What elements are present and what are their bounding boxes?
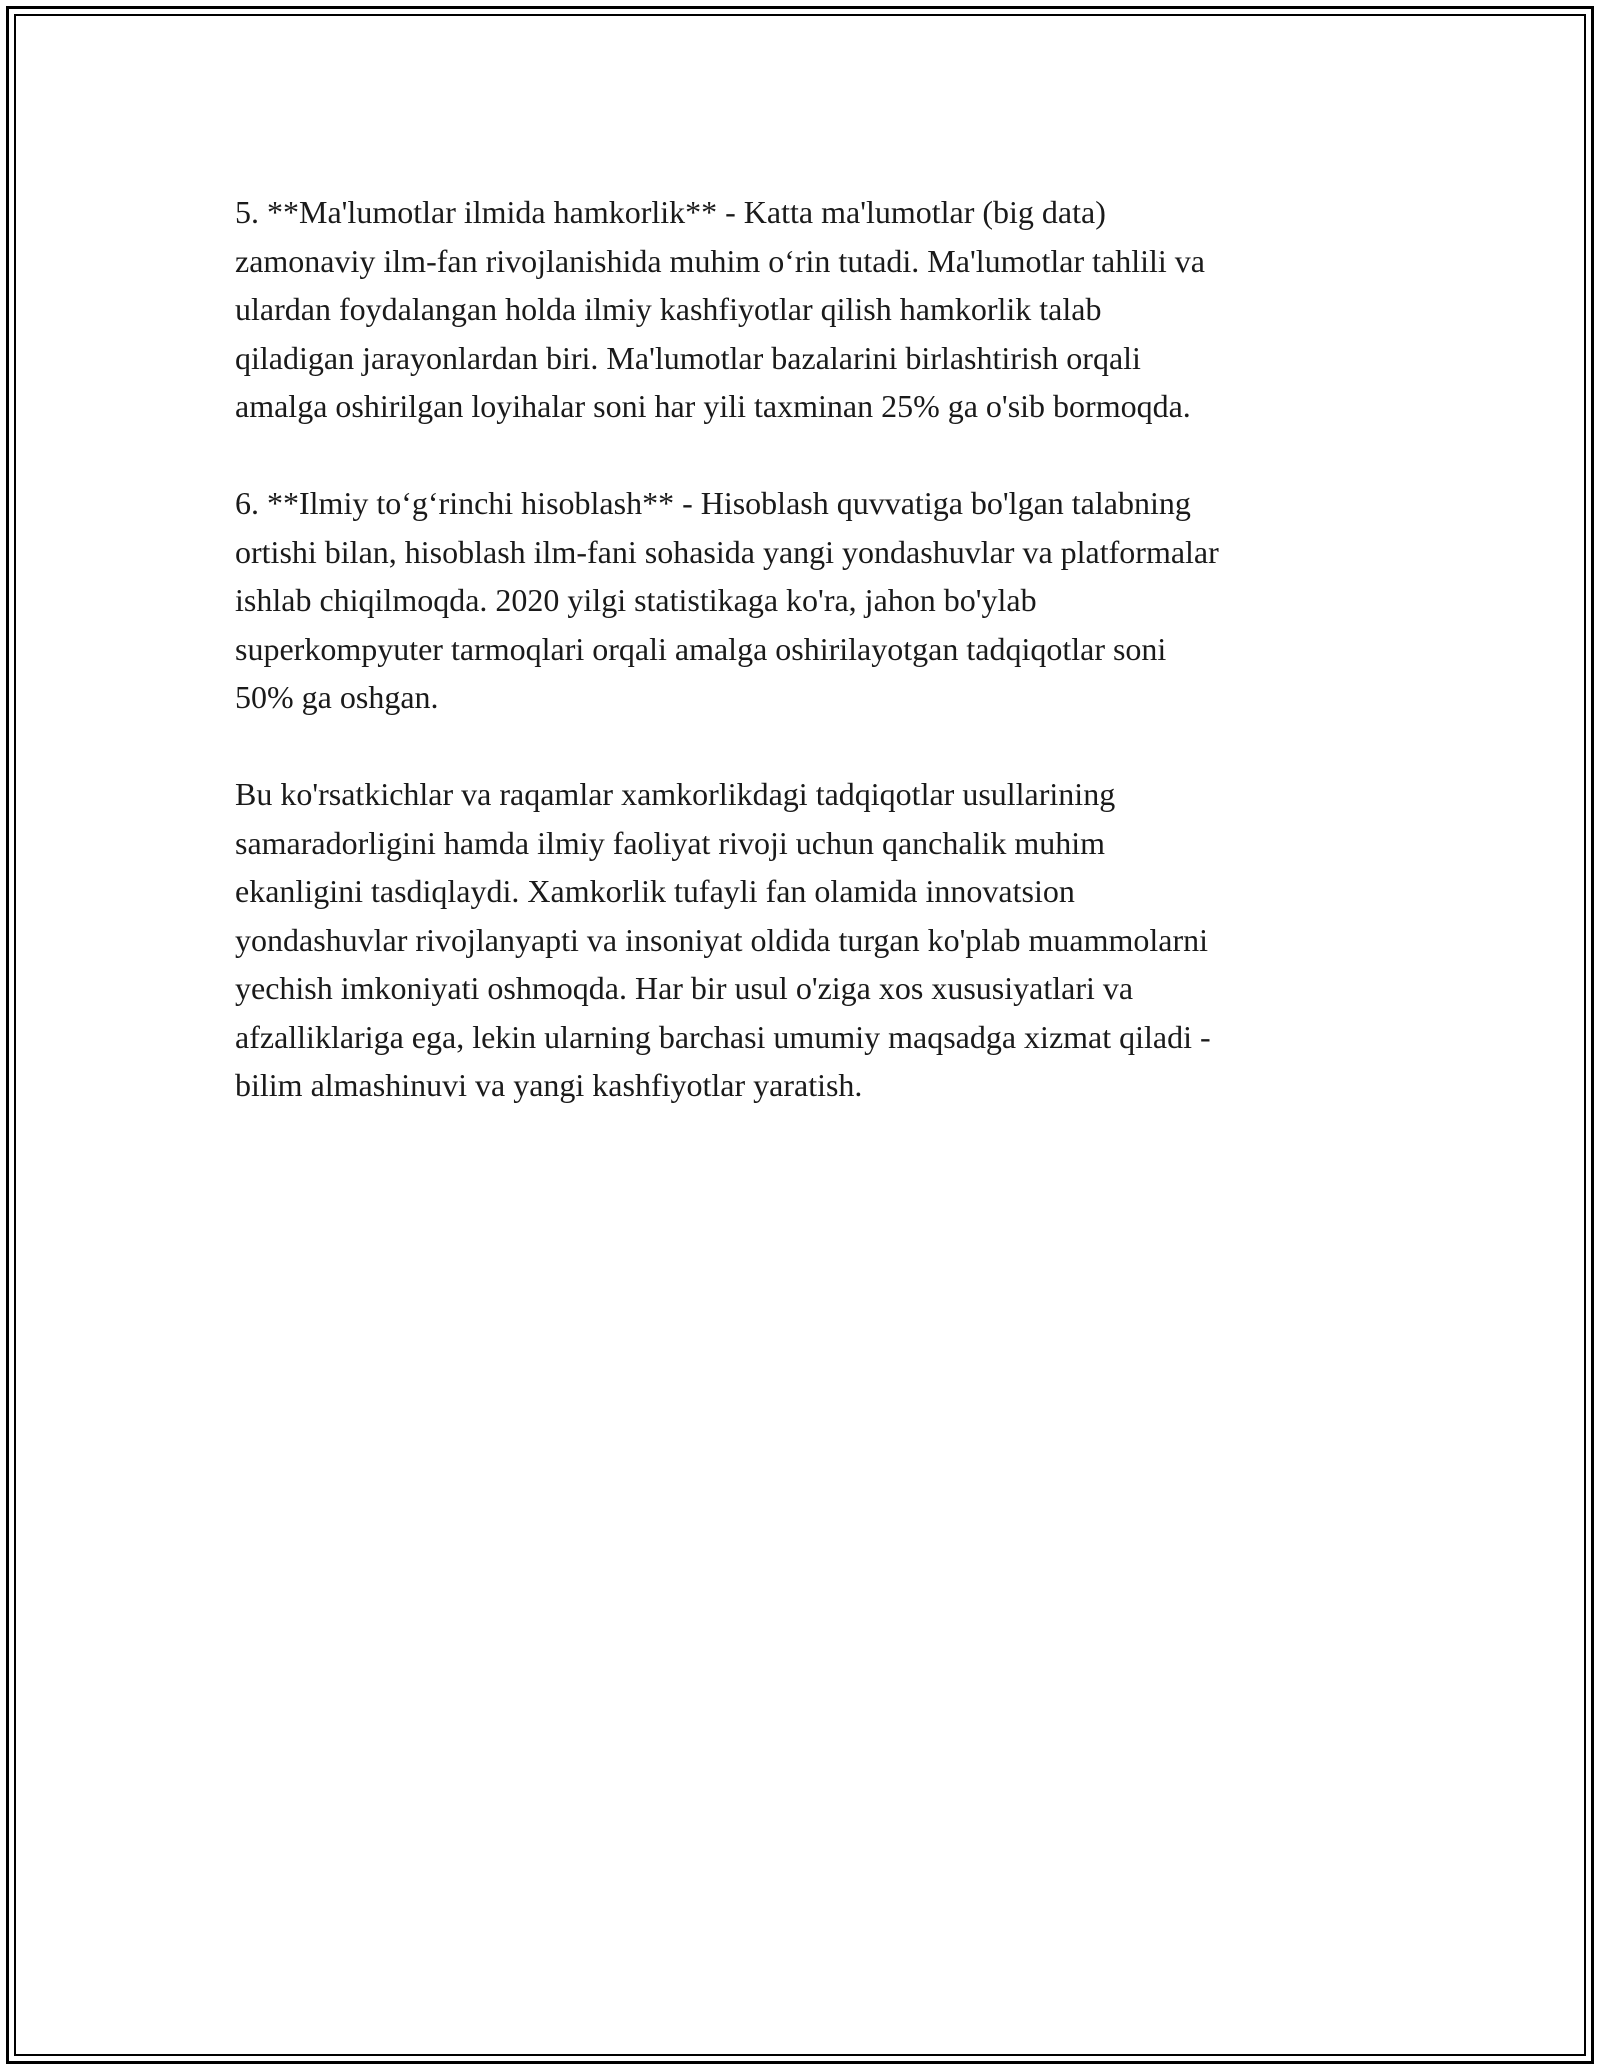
paragraph-conclusion: Bu ko'rsatkichlar va raqamlar xamkorlikdagi tadqiqotlar usullarining samaradorligini hamda ilmiy faoliyat rivoji uchun qanchalik muhim ekanligini tasdiqlaydi. Xamkorlik tufayli fan olamida innovatsion yondashuvlar rivojlanyapti va insoniyat oldida turgan ko'plab muammolarni yechish imkoniyati oshmoqda. Har bir usul o'ziga xos xususiyatlari va afzalliklariga ega, lekin ularning barchasi umumiy maqsadga xizmat qiladi - bilim almashinuvi va yangi kashfiyotlar yaratish. (235, 776, 1211, 1103)
document-body (235, 188, 1375, 1158)
paragraph-data-science-collaboration: 5. **Ma'lumotlar ilmida hamkorlik** - Katta ma'lumotlar (big data) zamonaviy ilm-fan rivojlanishida muhim o‘rin tutadi. Ma'lumotlar tahlili va ulardan foydalangan holda ilmiy kashfiyotlar qilish hamkorlik talab qiladigan jarayonlardan biri. Ma'lumotlar bazalarini birlashtirish orqali amalga oshirilgan loyihalar soni har yili taxminan 25% ga o'sib bormoqda. (235, 194, 1205, 424)
paragraph-scientific-computing: 6. **Ilmiy to‘g‘rinchi hisoblash** - Hisoblash quvvatiga bo'lgan talabning ortishi bilan, hisoblash ilm-fani sohasida yangi yondashuvlar va platformalar ishlab chiqilmoqda. 2020 yilgi statistikaga ko'ra, jahon bo'ylab superkompyuter tarmoqlari orqali amalga oshirilayotgan tadqiqotlar soni 50% ga oshgan. (235, 485, 1219, 715)
